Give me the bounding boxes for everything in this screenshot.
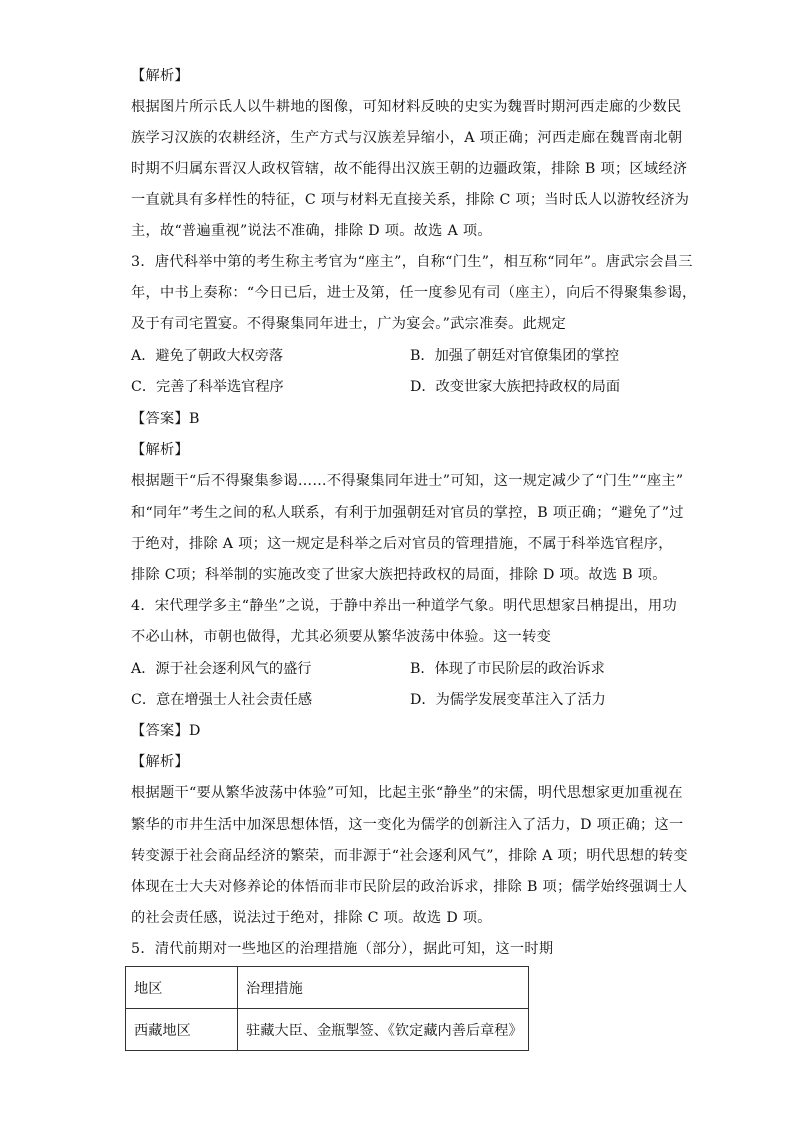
q3-option-a: A．避免了朝政大权旁落 <box>131 348 284 364</box>
q4-stem-line-1: 4．宋代理学多主“静坐”之说，于静中养出一种道学气象。明代思想家吕柟提出，用功 <box>131 598 677 614</box>
q3-analysis-line-4: 排除 C项；科举制的实施改变了世家大族把持政权的局面，排除 D 项。故选 B 项。 <box>131 567 667 583</box>
table-row <box>126 1009 529 1051</box>
q4-analysis-line-2: 繁华的市井生活中加深思想体悟，这一变化为儒学的创新注入了活力，D 项正确；这一 <box>131 817 684 833</box>
q4-option-b: B．体现了市民阶层的政治诉求 <box>410 661 605 677</box>
q4-analysis-line-3: 转变源于社会商品经济的繁荣，而非源于“社会逐利风气”，排除 A 项；明代思想的转变 <box>131 848 688 864</box>
analysis-tag: 【解析】 <box>131 68 189 84</box>
q3-answer: 【答案】B <box>131 411 200 427</box>
q4-option-c: C．意在增强士人社会责任感 <box>131 692 313 708</box>
q3-analysis-tag: 【解析】 <box>131 442 189 458</box>
q3-option-c: C．完善了科举选官程序 <box>131 379 284 395</box>
governance-table <box>125 966 529 1051</box>
table-header-measures: 治理措施 <box>238 967 529 1009</box>
q4-analysis-line-4: 体现在士大夫对修养论的体悟而非市民阶层的政治诉求，排除 B 项；儒学始终强调士人 <box>131 879 688 895</box>
table-cell-measures: 驻藏大臣、金瓶掣签、《钦定藏内善后章程》 <box>238 1009 529 1051</box>
q4-answer: 【答案】D <box>131 723 201 739</box>
q2-analysis-line-4: 一直就具有多样性的特征，C 项与材料无直接关系，排除 C 项；当时氐人以游牧经济为 <box>131 192 690 208</box>
q3-analysis-line-1: 根据题干“后不得聚集参谒……不得聚集同年进士”可知，这一规定减少了“门生”“座主” <box>131 473 684 489</box>
q4-option-d: D．为儒学发展变革注入了活力 <box>410 692 606 708</box>
q4-analysis-line-1: 根据题干“要从繁华波荡中体验”可知，比起主张“静坐”的宋儒，明代思想家更加重视在 <box>131 785 683 801</box>
q3-stem-line-2: 年，中书上奏称：“今日已后，进士及第，任一度参见有司（座主），向后不得聚集参谒， <box>131 285 697 301</box>
q3-stem-line-3: 及于有司宅置宴。不得聚集同年进士，广为宴会。”武宗准奏。此规定 <box>131 316 567 332</box>
q5-stem: 5．清代前期对一些地区的治理措施（部分），据此可知，这一时期 <box>131 941 554 957</box>
q3-option-b: B．加强了朝廷对官僚集团的掌控 <box>410 348 620 364</box>
q4-analysis-tag: 【解析】 <box>131 754 189 770</box>
q2-analysis-line-2: 族学习汉族的农耕经济，生产方式与汉族差异缩小，A 项正确；河西走廊在魏晋南北朝 <box>131 130 683 146</box>
q3-stem-line-1: 3．唐代科举中第的考生称主考官为“座主”，自称“门生”，相互称“同年”。唐武宗会昌三 <box>131 254 693 270</box>
q4-analysis-line-5: 的社会责任感，说法过于绝对，排除 C 项。故选 D 项。 <box>131 910 492 926</box>
table-header-region: 地区 <box>126 967 238 1009</box>
q2-analysis-line-5: 主，故“普遍重视”说法不准确，排除 D 项。故选 A 项。 <box>131 223 492 239</box>
table-header-row <box>126 967 529 1009</box>
q2-analysis-line-1: 根据图片所示氐人以牛耕地的图像，可知材料反映的史实为魏晋时期河西走廊的少数民 <box>131 99 682 115</box>
q3-option-d: D．改变世家大族把持政权的局面 <box>410 379 621 395</box>
table-cell-region: 西藏地区 <box>126 1009 238 1051</box>
q3-analysis-line-3: 于绝对，排除 A 项；这一规定是科举之后对官员的管理措施，不属于科举选官程序， <box>131 536 673 552</box>
q4-option-a: A．源于社会逐利风气的盛行 <box>131 661 312 677</box>
q2-analysis-line-3: 时期不归属东晋汉人政权管辖，故不能得出汉族王朝的边疆政策，排除 B 项；区域经济 <box>131 161 688 177</box>
q3-analysis-line-2: 和“同年”考生之间的私人联系，有利于加强朝廷对官员的掌控，B 项正确；“避免了”过 <box>131 505 684 521</box>
q4-stem-line-2: 不必山林，市朝也做得，尤其必须要从繁华波荡中体验。这一转变 <box>131 629 552 645</box>
